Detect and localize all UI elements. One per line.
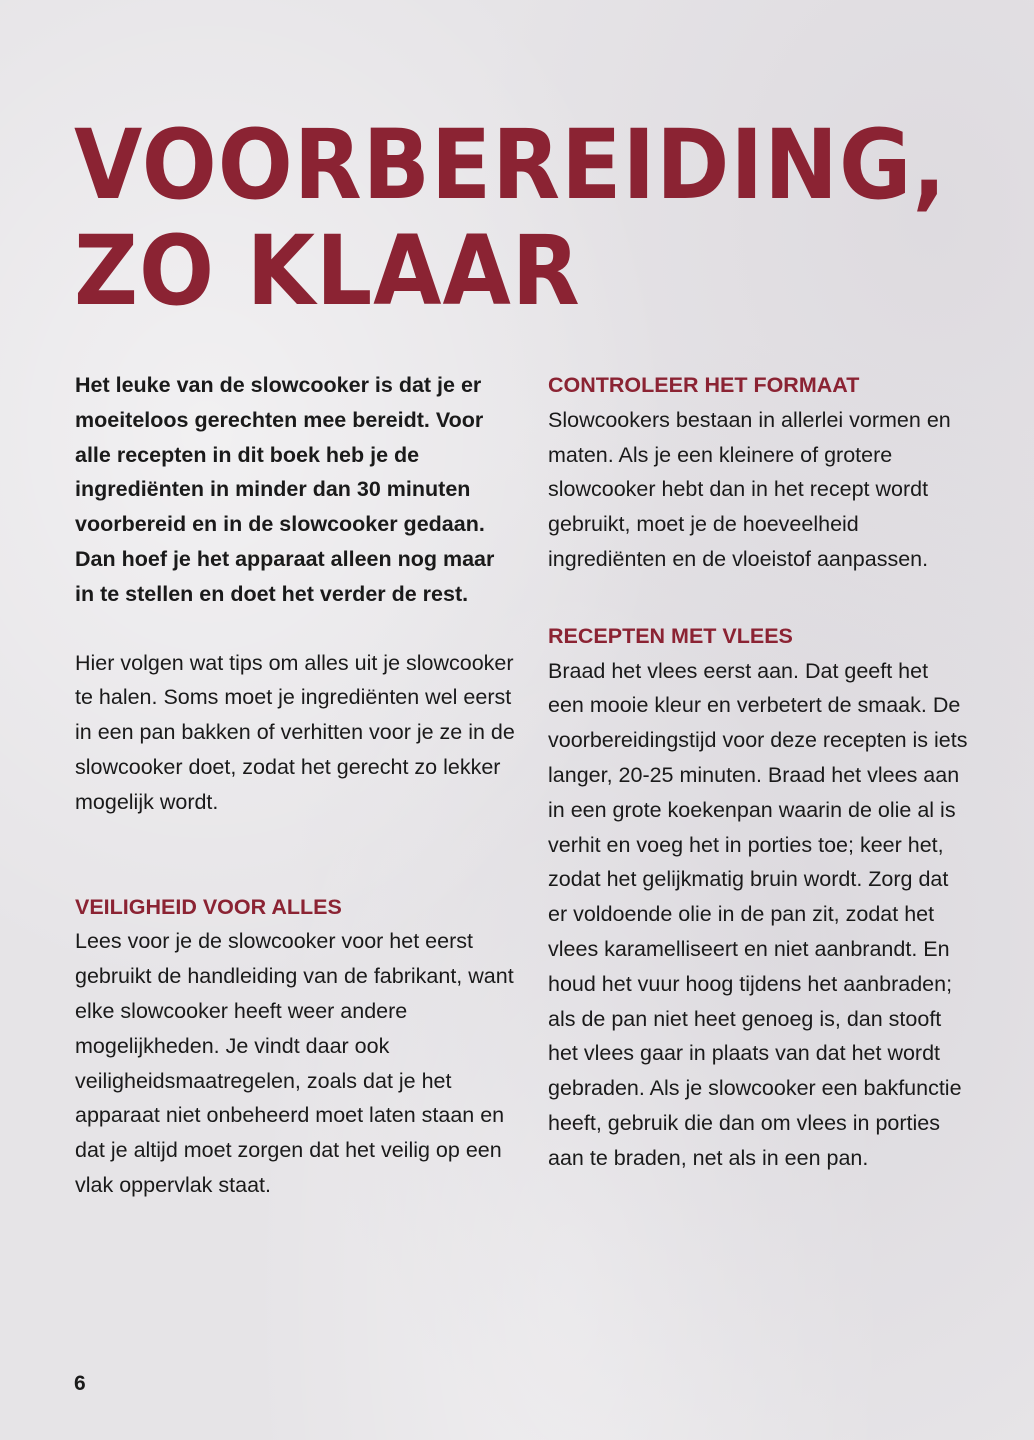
- section-spacer: [75, 854, 515, 890]
- page-title-line-1: VOORBEREIDING,: [74, 109, 947, 221]
- right-column: [548, 368, 968, 1176]
- meat-heading: RECEPTEN MET VLEES: [548, 623, 793, 648]
- safety-paragraph: Lees voor je de slowcooker voor het eerst gebruikt de handleiding van de fabrikant, want elke slowcooker heeft weer andere mogelijkheden. Je vindt daar ook veiligheidsmaatregelen, zoals dat je het apparaat niet onbeheerd moet laten staan en dat je altijd moet zorgen dat het veilig op een vlak oppervlak staat.: [75, 929, 514, 1197]
- intro-paragraph: Het leuke van de slowcooker is dat je er moeiteloos gerechten mee bereidt. Voor alle recepten in dit boek heb je de ingrediënten in minder dan 30 minuten voorbereid en in de slowcooker gedaan. Dan hoef je het apparaat alleen nog maar in te stellen en doet het verder de rest.: [75, 373, 495, 606]
- safety-heading: VEILIGHEID VOOR ALLES: [75, 894, 342, 919]
- format-paragraph: Slowcookers bestaan in allerlei vormen en maten. Als je een kleinere of grotere slowcooker hebt dan in het recept wordt gebruikt, moet je de hoeveelheid ingrediënten en de vloeistof aanpassen.: [548, 407, 951, 571]
- tips-paragraph: Hier volgen wat tips om alles uit je slowcooker te halen. Soms moet je ingrediënten wel eerst in een pan bakken of verhitten voor je ze in de slowcooker doet, zodat het gerecht zo lekker mogelijk wordt.: [75, 650, 515, 814]
- page-title: [74, 109, 947, 327]
- page-title-line-2: ZO KLAAR: [74, 215, 581, 327]
- page-number: 6: [74, 1372, 86, 1395]
- section-spacer: [548, 577, 968, 619]
- left-column: [75, 368, 515, 1203]
- format-heading: CONTROLEER HET FORMAAT: [548, 373, 860, 397]
- meat-paragraph: Braad het vlees eerst aan. Dat geeft het een mooie kleur en verbetert de smaak. De voorbereidingstijd voor deze recepten is iets langer, 20-25 minuten. Braad het vlees aan in een grote koekenpan waarin de olie al is verhit en voeg het in porties toe; keer het, zodat het gelijkmatig bruin wordt. Zorg dat er voldoende olie in de pan zit, zodat het vlees karamelliseert en niet aanbrandt. En houd het vuur hoog tijdens het aanbraden; als de pan niet heet genoeg is, dan stooft het vlees gaar in plaats van dat het wordt gebraden. Als je slowcooker een bakfunctie heeft, gebruik die dan om vlees in porties aan te braden, net als in een pan.: [548, 658, 968, 1170]
